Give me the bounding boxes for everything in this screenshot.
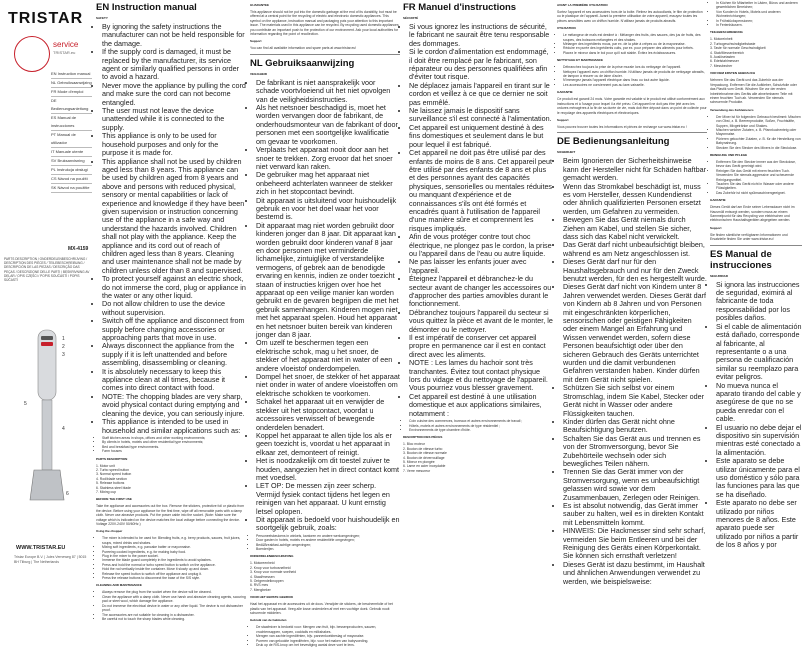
list-item: • Boerderijen.: [256, 547, 400, 551]
list-item: 1. Motoreenheid: [250, 561, 275, 566]
language-list: [51, 70, 92, 193]
list-item: • Bed and breakfast type environments.: [102, 445, 246, 449]
fr-title: FR Manuel d'instructions: [403, 2, 517, 13]
divider: [557, 132, 707, 133]
list-item: • Hold the rod vertically inside the container. Move it slowly up and down.: [102, 567, 246, 571]
list-item: • Schützen Sie sich selbst vor einem Stromschlag, indem Sie Kabel, Stecker oder Gerät nicht in Wasser oder andere Flüssigkeiten tauchen.: [563, 384, 707, 418]
list-item: • Mixing soft ingredients, e.g. pancake batter or mayonnaise.: [102, 545, 246, 549]
nl-before-label: VOOR HET EERSTE GEBRUIK: [250, 595, 294, 600]
list-item: • Il est impératif de conserver cet appareil propre en permanence car il est en contact direct avec les aliments.: [409, 334, 553, 359]
list-item: • Nettoyez l'appareil avec un chiffon humide. N'utilisez jamais de produits de nettoyage abrasifs, de tampon à récurer ou de laine d'acier.: [563, 70, 707, 79]
fr-before-text: Sortez l'appareil et ses accessoires hors de la boîte. Retirez les autocollants, le film de protection ou le plastique de l'appareil. Avant la première utilisation de votre appareil, essuyez toutes les pièces amovibles avec un chiffon humide. N'utilisez jamais de produits abrasifs.: [557, 10, 703, 23]
part-number-2: 2: [62, 344, 65, 350]
list-item: • Mélanger des ingrédients mous, par ex. de la pâte à crêpes ou de la mayonnaise.: [563, 42, 707, 46]
list-item: • Staff kitchen areas in shops, offices and other working environments;: [102, 436, 246, 440]
en-warranty-text: This appliance should not be put into the domestic garbage at the end of its durability, but must be offered at a central point for the recycling of electric and electronic domestic appliances. This symbol on the appliance, instruction manual and packaging puts your attention to this important issue. The materials used in this appliance can be recycled. By recycling used domestic appliances you contribute an important push to the protection of our environment. Ask your local authorities for information regarding the point of recollection.: [250, 10, 399, 37]
list-item: • Der Mixer ist für folgenden Gebrauch bestimmt: Mischen von Obst, z. B. Beerenprodukte, Soßen, Fruchtsäfte, Suppen, Mixgetränke und Shakes.: [716, 115, 802, 128]
list-item: • This appliance shall not be used by children aged less than 8 years. This appliance can be used by children aged from 8 years and above and persons with reduced physical, sensory or mental capabilities or lack of experience and knowledge if they have been given supervision or instruction concerning use of the appliance in a safe way and understand the hazards involved. Children shall not play with the appliance. Keep the appliance and its cord out of reach of children aged less than 8 years. Cleaning and user maintenance shall not be made by children unless older than 8 and supervised.: [102, 158, 246, 276]
list-item: • Cet appareil est uniquement destiné à des fins domestiques et seulement dans le but pour lequel il est fabriqué.: [409, 124, 553, 149]
list-item: • Kinder dürfen das Gerät nicht ohne Beaufsichtigung benutzen.: [563, 418, 707, 435]
en-before-label: BEFORE THE FIRST USE: [96, 497, 132, 502]
fr-parts-list: [403, 442, 553, 473]
en-title: EN Instruction manual: [96, 2, 197, 13]
language-item: CS Návod na použití: [51, 175, 92, 184]
list-item: 1. Bloc moteur: [403, 442, 425, 447]
de-clean-list: [710, 160, 802, 195]
list-item: • Press the release buttons to disconnect the base of the S/S style.: [102, 576, 246, 580]
en-use-list: [96, 536, 246, 580]
list-item: 7. Mengbeker: [250, 587, 271, 592]
list-item: • Si el cable de alimentación está dañado, corresponde al fabricante, al representante o a una persona de cualificación similar su reemplazo para evitar peligros.: [716, 323, 802, 382]
list-item: • De staafmixer is bedoeld voor: Mengen van fruit, bijv. bessenproducten, sauzen, vruchtensappen, soepen, cocktails en milkshakes.: [256, 625, 400, 634]
list-item: • Le mélangeur de maïs est destiné à : Mélanger des fruits, des sauces, des jus de fruits, des soupes, des boissons mélangées et des shakes.: [563, 33, 707, 42]
list-item: 6. RVS mes: [250, 583, 269, 588]
list-item: • Les accessoires ne conviennent pas au lave-vaisselle.: [563, 83, 707, 87]
nl-safety-list: [250, 79, 400, 533]
list-item: • Cet appareil est destiné à une utilisation domestique et aux applications similaires, notamment :: [409, 393, 553, 418]
list-item: • Ne pas laisser les enfants jouer avec l'appareil.: [409, 258, 553, 275]
list-item: • By ignoring the safety instructions the manufacturer can not be held responsible for the damage.: [102, 23, 246, 48]
list-item: • Release the speed button to switch off the appliance and unplug it.: [102, 572, 246, 576]
list-item: 1. Motoreinheit: [710, 37, 733, 42]
list-item: • Verplaats het apparaat nooit door aan het snoer te trekken. Zorg ervoor dat het snoer niet verward kan raken.: [256, 146, 400, 171]
de-safety-list: [557, 157, 707, 586]
motor-unit-shape: [38, 330, 56, 400]
fr-support-label: Support: [557, 117, 569, 122]
spanish-section: [710, 0, 802, 575]
en-support-text: You can find all available information and spare parts at www.tristar.eu!: [250, 46, 357, 51]
list-item: • Koppel het apparaat te allen tijde los als er geen toezicht is, voordat u het apparaat in elkaar zet, demonteert of reinigt.: [256, 432, 400, 457]
dutch-section: [250, 0, 400, 648]
list-item: • Door gasten in hotels, motels en andere residentiële omgevingen;: [256, 538, 400, 542]
list-item: • In Frühstückspensionen;: [716, 19, 802, 23]
en-safety-label: SAFETY: [96, 16, 108, 20]
list-item: • By clients in hotels, motels and other residential type environments;: [102, 440, 246, 444]
list-item: 4. Staaf/messen: [250, 574, 275, 579]
list-item: 4. Stab/Messerbereich: [710, 50, 744, 55]
list-item: 4. Rod/blade section: [96, 476, 127, 481]
part-number-6: 6: [66, 491, 69, 497]
list-item: • NOTE: The chopping blades are very sharp, avoid physical contact during emptying and cleaning the device, you can seriously injure.: [102, 393, 246, 418]
de-before-label: VOR DEM ERSTEN GEBRAUCH: [710, 71, 756, 76]
list-item: • Von Kunden in Hotels, Motels und anderen Wohneinrichtungen;: [716, 10, 802, 19]
list-item: • Dieses Gerät darf nicht von Kindern unter 8 Jahren verwendet werden. Dieses Gerät darf von Kindern ab 8 Jahren und von Personen mit eingeschränkten körperlichen, sensorischen oder geistigen Fähigkeiten oder einem Mangel an Erfahrung und Wissen verwendet werden, sofern diese Personen beaufsichtigt oder über den sicheren Gebrauch des Geräts unterrichtet wurden und die damit verbundenen Gefahren verstanden haben. Kinder dürfen mit dem Gerät nicht spielen.: [563, 283, 707, 384]
list-item: • Wenn das Stromkabel beschädigt ist, muss es vom Hersteller, dessen Kundendienst oder ähnlich qualifizierten Personen ersetzt werden, um Gefahren zu vermeiden.: [563, 183, 707, 217]
de-before-text: Nehmen Sie das Gerät und das Zubehör aus der Verpackung. Entfernen Sie die Aufkleber, Schutzfolie oder das Plastik vom Gerät. Wischen Sie vor der ersten Inbetriebnahme des Geräts alle abnehmbaren Teile mit einem feuchten Tuch ab. Verwenden Sie niemals scheuernde Produkte.: [710, 78, 797, 105]
list-item: • Schalten Sie das Gerät aus und trennen es von der Stromversorgung, bevor Sie Zubehörteile wechseln oder sich bewegliches Teilen nähern.: [563, 435, 707, 469]
list-item: • The mixer is intended to be used for: Blending fruits, e.g. berry products, sauces, fruit juices, soups, mixed drinks and shakes.: [102, 536, 246, 545]
language-item: ES Manual de instrucciones: [51, 114, 92, 131]
en-support-label: Support: [250, 39, 262, 44]
list-item: 5. Mixeur en plongée: [403, 459, 435, 464]
english-section: [96, 0, 246, 621]
list-item: • Das Zubehör ist nicht spülmaschinengeeignet.: [716, 191, 802, 195]
hand-blender-illustration: [20, 330, 76, 530]
list-item: • Pureren van gekookte ingrediënten, bijv. voor het maken van babyvoeding.: [256, 639, 400, 643]
en-warranty-label: GUARANTEE: [250, 3, 270, 7]
list-item: • Als het netsnoer beschadigd is, moet het worden vervangen door de fabrikant, de onderhoudsmonteur van de fabrikant of door personen met een soortgelijke kwalificatie om gevaar te voorkomen.: [256, 104, 400, 146]
list-item: • N'immergez jamais l'appareil électrique dans l'eau ou tout autre liquide.: [563, 78, 707, 82]
de-safety-label: SICHERHEIT: [557, 150, 576, 155]
language-item: FR Mode d'emploi: [51, 88, 92, 97]
language-item: PT Manual de utilizador: [51, 131, 92, 148]
fr-safety-list: [403, 23, 553, 418]
list-item: • Always disconnect the appliance from the supply if it is left unattended and before assembling, disassembling or cleaning.: [102, 342, 246, 367]
fr-use-list: [557, 33, 707, 55]
list-item: 7. Mixing cup: [96, 489, 116, 494]
german-section: [557, 0, 707, 586]
list-item: • Bed&Breakfast-achtige omgevingen;: [256, 543, 400, 547]
list-item: • No mueva nunca el aparato tirando del cable y asegúrese de que no se pueda enredar con el cable.: [716, 382, 802, 424]
de-support-label: Support: [710, 225, 722, 230]
list-item: 2. Turbogeschwindigkeitstaste: [710, 41, 756, 46]
list-item: • The user must not leave the device unattended while it is connected to the supply.: [102, 107, 246, 132]
part-number-3: 3: [62, 352, 65, 358]
nl-safety-label: VEILIGHEID: [250, 71, 268, 76]
list-item: • It is absolutely necessary to keep this appliance clean at all times, because it comes into direct contact with food.: [102, 368, 246, 393]
list-item: 6. Stainless steel blade: [96, 485, 131, 490]
list-item: • If the supply cord is damaged, it must be replaced by the manufacturer, its service agent or similarly qualified persons in order to avoid a hazard.: [102, 48, 246, 82]
language-item: SV Bruksanvisning: [51, 157, 92, 166]
list-item: • The accessories are not suitable for cleaning in a dishwasher.: [102, 613, 246, 617]
parts-note: PARTS DESCRIPTION / ONDERDELENBESCHRIJVING / DESCRIPTION DES PIÈCES / TEILEBESCHREIBUNG / DESCRIPCIÓN DE LAS PIEZAS / DESCRIÇÃO DAS PEÇAS / DESCRIZIONE DELLE PARTI / BESKRIVNING AV DELAR / OPIS CZĘŚCI / POPIS SOUČÁSTÍ / POPIS SÚČASTÍ: [4, 257, 90, 283]
list-item: 7. Verre mesureur: [403, 468, 431, 473]
list-item: • El usuario no debe dejar el dispositivo sin supervisión mientras esté conectado a la alimentación.: [716, 424, 802, 458]
list-item: • This appliance is only to be used for household purposes and only for the purpose it is made for.: [102, 132, 246, 157]
fr-usage-list: [403, 419, 553, 432]
list-item: 2. Turbo speed button: [96, 467, 129, 472]
list-item: 2. Knop voor turbosnelheid: [250, 565, 291, 570]
list-item: 5. Auslösetasten: [710, 55, 735, 60]
fr-parts-label: DESCRIPTION DES PIÈCES: [403, 435, 443, 440]
es-title: ES Manual de instrucciones: [710, 248, 772, 271]
list-item: • LET OP: De messen zijn zeer scherp. Vermijd fysiek contact tijdens het legen en reinigen van het apparaat. U kunt ernstig letsel oplopen.: [256, 482, 400, 516]
nl-use-label: Gebruik van de hakmolen: [250, 618, 287, 623]
divider: [250, 54, 400, 55]
language-item: IT Manuale utente: [51, 148, 92, 157]
service-icon: [14, 36, 50, 72]
list-item: • Het is noodzakelijk om dit toestel zuiver te houden, aangezien het in direct contact komt met voedsel.: [256, 457, 400, 482]
part-number-5: 5: [24, 401, 27, 407]
list-item: • Mischen weicher Zutaten, z. B. Pfannkuchenteig oder Mayonnaise.: [716, 128, 802, 137]
turbo-button-shape: [41, 336, 53, 340]
de-parts-list: [710, 37, 802, 68]
list-item: • Personeelskeukens in winkels, kantoren en andere werkomgevingen;: [256, 534, 400, 538]
list-item: • Si vous ignorez les instructions de sécurité, le fabricant ne saurait être tenu responsable des dommages.: [409, 23, 553, 48]
part-number-4: 4: [62, 426, 65, 432]
en-parts-label: PARTS DESCRIPTION: [96, 456, 128, 461]
list-item: • Mengen van zachte ingrediënten, bijv. pannenkoekbeslag of mayonaise.: [256, 634, 400, 638]
list-item: • Pürieren gekochter Zutaten, z. B. für die Herstellung von Babynahrung.: [716, 137, 802, 146]
list-item: • Es ist absolut notwendig, das Gerät immer sauber zu halten, weil es in direkten Kontakt mit Lebensmitteln kommt.: [563, 502, 707, 527]
es-safety-list: [710, 281, 802, 550]
list-item: • In Küchen für Mitarbeiter in Läden, Büros und anderen gewerblichen Bereichen;: [716, 1, 802, 10]
list-item: • Hôtels, motels et autres environnements de type résidentiel ;: [409, 424, 553, 428]
list-item: • Druk op de R/S-knop om het bevestiging aantal deze voet te lens.: [256, 643, 400, 647]
fr-safety-label: SÉCURITÉ: [403, 16, 419, 20]
fr-warranty-label: GARANTIE: [557, 90, 573, 95]
fr-support-text: Vous pouvez trouver toutes les informations et pièces de rechange sur www.tristar.eu !: [557, 124, 687, 129]
list-item: • De gebruiker mag het apparaat niet onbeheerd achterlaten wanneer de stekker zich in het stopcontact bevindt.: [256, 171, 400, 196]
list-item: • Das Gerät darf nicht unbeaufsichtigt bleiben, während es am Netz angeschlossen ist.: [563, 241, 707, 258]
list-item: • Dit apparaat mag niet worden gebruikt door kinderen jonger dan 8 jaar. Dit apparaat kan worden gebruikt door kinderen vanaf 8 jaar en door personen met verminderde lichamelijke, zintuiglijke of verstandelijke vermogens, of gebrek aan de benodigde ervaring en kennis, indien ze onder toezicht staan of instructies krijgen over hoe het apparaat op een veilige manier kan worden gebruikt en de gevaren begrijpen die met het gebruik samenhangen. Kinderen mogen niet met het apparaat spelen. Houd het apparaat en het netsnoer buiten bereik van kinderen jonger dan 8 jaar.: [256, 222, 400, 340]
list-item: • Débranchez toujours l'appareil du secteur si vous quittez la pièce et avant de le monter, le démonter ou le nettoyer.: [409, 309, 553, 334]
fr-clean-label: NETTOYAGE ET MAINTENANCE: [557, 58, 604, 63]
cover-column: [0, 0, 92, 575]
de-warranty-text: Dieses Gerät darf am Ende seiner Lebensdauer nicht im Hausmüll entsorgt werden, sondern muss an einem Sammelpunkt für das Recycling von elektrischen und elektronischen Haushaltsgeräten abgegeben werden.: [710, 205, 795, 223]
company-address: Tristar Europe B.V. | Jules Verneweg 87 | 5015 BH Tilburg | The Netherlands: [14, 555, 87, 564]
list-item: • Dompel het snoer, de stekker of het apparaat niet onder in water of andere vloeistoffen om elektrische schokken te voorkomen.: [256, 373, 400, 398]
list-item: • Placez le mixeur dans le bol pour qu'il soit stable. Évitez les éclaboussures.: [563, 51, 707, 55]
list-item: • Reinigen Sie das Gerät mit einem feuchten Tuch. Verwenden Sie niemals aggressive und scheuernde Reinigungsmittel.: [716, 169, 802, 182]
de-clean-label: REINIGUNG UND PFLEGE: [710, 152, 748, 157]
language-item: NL Gebruiksaanwijzing: [51, 79, 92, 88]
list-item: • Clean the appliance with a damp cloth. Never use harsh and abrasive cleaning agents, scouring pad or steel wool, which damage the appliance.: [102, 595, 246, 604]
list-item: • Si ignora las instrucciones de seguridad, eximirá al fabricante de toda responsabilidad por los posibles daños.: [716, 281, 802, 323]
list-item: • Schakel het apparaat uit en verwijder de stekker uit het stopcontact, voordat u accessoires verwisselt of bewegende onderdelen benadert.: [256, 398, 400, 432]
de-title: DE Bedienungsanleitung: [557, 136, 670, 148]
fr-clean-list: [557, 65, 707, 87]
list-item: • This appliance is intended to be used in household and similar applications such as:: [102, 418, 246, 435]
list-item: 6. Lame en acier inoxydable: [403, 464, 446, 469]
list-item: • Réduire en purée des ingrédients cuits, par ex. pour préparer des aliments pour bébés.: [563, 46, 707, 50]
list-item: • Environnements de type chambre d'hôte.: [409, 428, 553, 432]
list-item: • To protect yourself against an electric shock, do not immerse the cord, plug or appliance in the water or any other liquid.: [102, 275, 246, 300]
en-safety-list: [96, 23, 246, 435]
list-item: • Switch off the appliance and disconnect from supply before changing accessories or approaching parts that move in use.: [102, 317, 246, 342]
nl-parts-label: ONDERDELENBESCHRIJVING: [250, 554, 294, 559]
list-item: • Este aparato se debe utilizar únicamente para el uso doméstico y sólo para las funciones para las que se ha diseñado.: [716, 457, 802, 499]
list-item: 5. Ontgrendelknoppen: [250, 579, 284, 584]
list-item: • Farm houses: [102, 449, 246, 453]
de-use-list: [710, 115, 802, 150]
list-item: • Stecken Sie den Stecker des Mixers in die Steckdose.: [716, 146, 802, 150]
en-before-text: Take the appliance and accessories out the box. Remove the stickers, protective foil or plastic from the device. Before using your appliance for the first time, wipe off all removable parts with a damp cloth. Never use abrasive products. Put the power cable into the socket. (Note: Make sure the voltage which is indicated on the device matches the local voltage before connecting the device. Voltage 220V-240V 50/60Hz.): [96, 504, 245, 526]
list-item: • Om uzelf te beschermen tegen een elektrische schok, mag u het snoer, de stekker of het apparaat niet in water of een andere vloeistof onderdompelen.: [256, 339, 400, 373]
en-parts-list: [96, 464, 246, 495]
list-item: • Dit apparaat is uitsluitend voor huishoudelijk gebruik en voor het doel waar het voor bestemd is.: [256, 197, 400, 222]
list-item: • Entfernen Sie den Stecker immer aus der Steckdose, bevor das Gerät gereinigt wird.: [716, 160, 802, 169]
list-item: • Coin cuisine des commerces, bureaux et autres environnements de travail ;: [409, 419, 553, 423]
list-item: • Do not allow children to use the device without supervision.: [102, 300, 246, 317]
list-item: • Dieses Gerät ist dazu bestimmt, im Haushalt und ähnlichen Anwendungen verwendet zu werden, wie beispielsweise:: [563, 561, 707, 586]
list-item: • Ne laissez jamais le dispositif sans surveillance s'il est connecté à l'alimentation.: [409, 107, 553, 124]
list-item: • Never move the appliance by pulling the cord and make sure the cord can not become entangled.: [102, 82, 246, 107]
list-item: • HINWEIS: Die Hackmesser sind sehr scharf, vermeiden Sie beim Entleeren und bei der Reinigung des Geräts einen Körperkontakt. Sie können sich ernsthaft verletzen!: [563, 527, 707, 561]
list-item: • Tauchen Sie das Gerät nicht in Wasser oder andere Flüssigkeiten.: [716, 182, 802, 191]
service-label: service: [53, 40, 79, 49]
list-item: • De fabrikant is niet aansprakelijk voor schade voortvloeiend uit het niet opvolgen van de veiligheidsinstructies.: [256, 79, 400, 104]
language-item: DE Bedienungsanleitung: [51, 97, 92, 114]
blade-guard-shape: [30, 470, 64, 500]
list-item: • Si le cordon d'alimentation est endommagé, il doit être remplacé par le fabricant, son réparateur ou des personnes qualifiées afin d'éviter tout risque.: [409, 48, 553, 82]
list-item: • Débranchez toujours la prise de la prise murale lors du nettoyage de l'appareil.: [563, 65, 707, 69]
list-item: 6. Edelstahlmesser: [710, 59, 739, 64]
de-usage-list: [710, 1, 802, 27]
language-item: SK Návod na použitie: [51, 184, 92, 193]
list-item: • Plug in the mixer to the power socket.: [102, 554, 246, 558]
list-item: • Ne déplacez jamais l'appareil en tirant sur le cordon et veillez à ce que ce dernier ne soit pas emmêlé.: [409, 82, 553, 107]
language-item: EN Instruction manual: [51, 70, 92, 79]
list-item: 2. Bouton de vitesse turbo: [403, 446, 443, 451]
fr-warranty-text: Ce produit est garanti 24 mois. Votre garantie est valable si le produit est utilisé conformément aux instructions et à l'usage pour lequel il a été prévu. Cet appareil ne doit pas être jeté avec les ordures ménagères à la fin de sa durée de vie, mais doit être déposé dans un point de collecte pour le recyclage des appareils électriques et électroniques.: [557, 97, 707, 115]
list-item: • Beim Ignorieren der Sicherheitshinweise kann der Hersteller nicht für Schäden haftbar gemacht werden.: [563, 157, 707, 182]
list-item: 7. Messbecher: [710, 63, 733, 68]
service-sub: TRISTAR.eu: [53, 50, 76, 55]
french-section: [403, 0, 553, 575]
rod-shape: [42, 400, 52, 470]
part-number-1: 1: [62, 336, 65, 342]
list-item: • Bewegen Sie das Gerät niemals durch Ziehen am Kabel, und stellen Sie sicher, dass sich das Kabel nicht verwickelt.: [563, 216, 707, 241]
en-usage-list: [96, 436, 246, 454]
list-item: • Pureeing cooked ingredients, e.g. for making baby food.: [102, 550, 246, 554]
divider: [710, 245, 802, 246]
list-item: • NOTE : Les lames du hachoir sont très tranchantes. Évitez tout contact physique lors du vidage et du nettoyage de l'appareil. Vous pourriez vous blesser gravement.: [409, 359, 553, 393]
tristar-logo: TRISTAR: [8, 10, 84, 27]
model-number: MX-4159: [68, 246, 89, 252]
list-item: • Always remove the plug from the socket when the device will be cleaned.: [102, 590, 246, 594]
language-item: PL Instrukcja obsługi: [51, 166, 92, 175]
list-item: • Dieses Gerät darf nur für den Haushaltsgebrauch und nur für den Zweck benutzt werden, für den es hergestellt wurde.: [563, 258, 707, 283]
nl-use-list: [250, 625, 400, 647]
list-item: • Be careful not to touch the sharp blades while cleaning.: [102, 617, 246, 621]
nl-title: NL Gebruiksaanwijzing: [250, 57, 355, 69]
list-item: • Dit apparaat is bedoeld voor huishoudelijk en soortgelijk gebruik, zoals:: [256, 516, 400, 533]
de-use-label: Verwendung des Zerkleinerers: [710, 107, 754, 112]
de-warranty-label: GARANTIE: [710, 198, 726, 203]
list-item: 3. Knop voor normale snelheid: [250, 570, 296, 575]
es-safety-label: SEGURIDAD: [710, 273, 729, 278]
list-item: • Éteignez l'appareil et débranchez-le du secteur avant de changer les accessoires ou d'approcher des parties amovibles durant le fonctionnement.: [409, 275, 553, 309]
website: WWW.TRISTAR.EU: [16, 545, 66, 551]
fr-before-label: AVANT LA PREMIÈRE UTILISATION: [557, 3, 608, 7]
list-item: • Do not immerse the electrical device in water or any other liquid. The device is not dishwasher proof.: [102, 604, 246, 613]
list-item: 5. Release buttons: [96, 481, 125, 486]
nl-before-text: Haal het apparaat en de accessoires uit de doos. Verwijder de stickers, de beschermfolie of het plastic van het apparaat. Veeg alle losse onderdelen af met een vochtige doek. Gebruik nooit schurende middelen.: [250, 602, 393, 616]
list-item: 1. Motor unit: [96, 463, 115, 468]
en-clean-list: [96, 590, 246, 621]
list-item: • Trennen Sie das Gerät immer von der Stromversorgung, wenn es unbeaufsichtigt gelassen wird sowie vor dem Zusammenbauen, Zerlegen oder Reinigen.: [563, 468, 707, 502]
de-parts-label: TEILEBESCHREIBUNG: [710, 30, 743, 35]
list-item: • Immerse the blade guard completely in the ingredients to avoid splashes.: [102, 558, 246, 562]
speed-button-shape: [41, 342, 53, 346]
list-item: • In Ferienhäusern.: [716, 23, 802, 27]
fr-use-label: UTILISATION: [557, 26, 576, 31]
list-item: 3. Bouton de vitesse normale: [403, 451, 447, 456]
list-item: 3. Taste für normale Geschwindigkeit: [710, 46, 766, 51]
list-item: • Afin de vous protéger contre tout choc électrique, ne plongez pas le cordon, la prise ou l'appareil dans de l'eau ou autre liquide.: [409, 233, 553, 258]
en-clean-label: CLEANING AND MAINTENANCE: [96, 583, 142, 588]
list-item: • Este aparato no debe ser utilizado por niños menores de 8 años. Este aparato puede ser utilizado por niños a partir de los 8 años y por: [716, 499, 802, 549]
de-support-text: Sie finden sämtliche verfügbaren Informationen und Ersatzteile finden Sie unter www.tristar.eu!: [710, 232, 788, 242]
nl-usage-list: [250, 534, 400, 552]
list-item: • Press and hold the normal or turbo speed button to switch on the appliance.: [102, 563, 246, 567]
list-item: • Cet appareil ne doit pas être utilisé par des enfants de moins de 8 ans. Cet appareil peut être utilisé par des enfants de 8 ans et plus et des personnes ayant des capacités physiques, sensorielles ou mentales réduites ou manquant d'expérience et de connaissances s'ils ont été formés et encadrés quant à l'utilisation de l'appareil d'une manière sûre et comprennent les risques impliqués.: [409, 149, 553, 233]
nl-parts-list: [250, 561, 400, 592]
list-item: 3. Normal speed button: [96, 472, 132, 477]
list-item: 4. Bouton de déverrouillage: [403, 455, 445, 460]
en-use-label: Using the chopper: [96, 529, 123, 534]
